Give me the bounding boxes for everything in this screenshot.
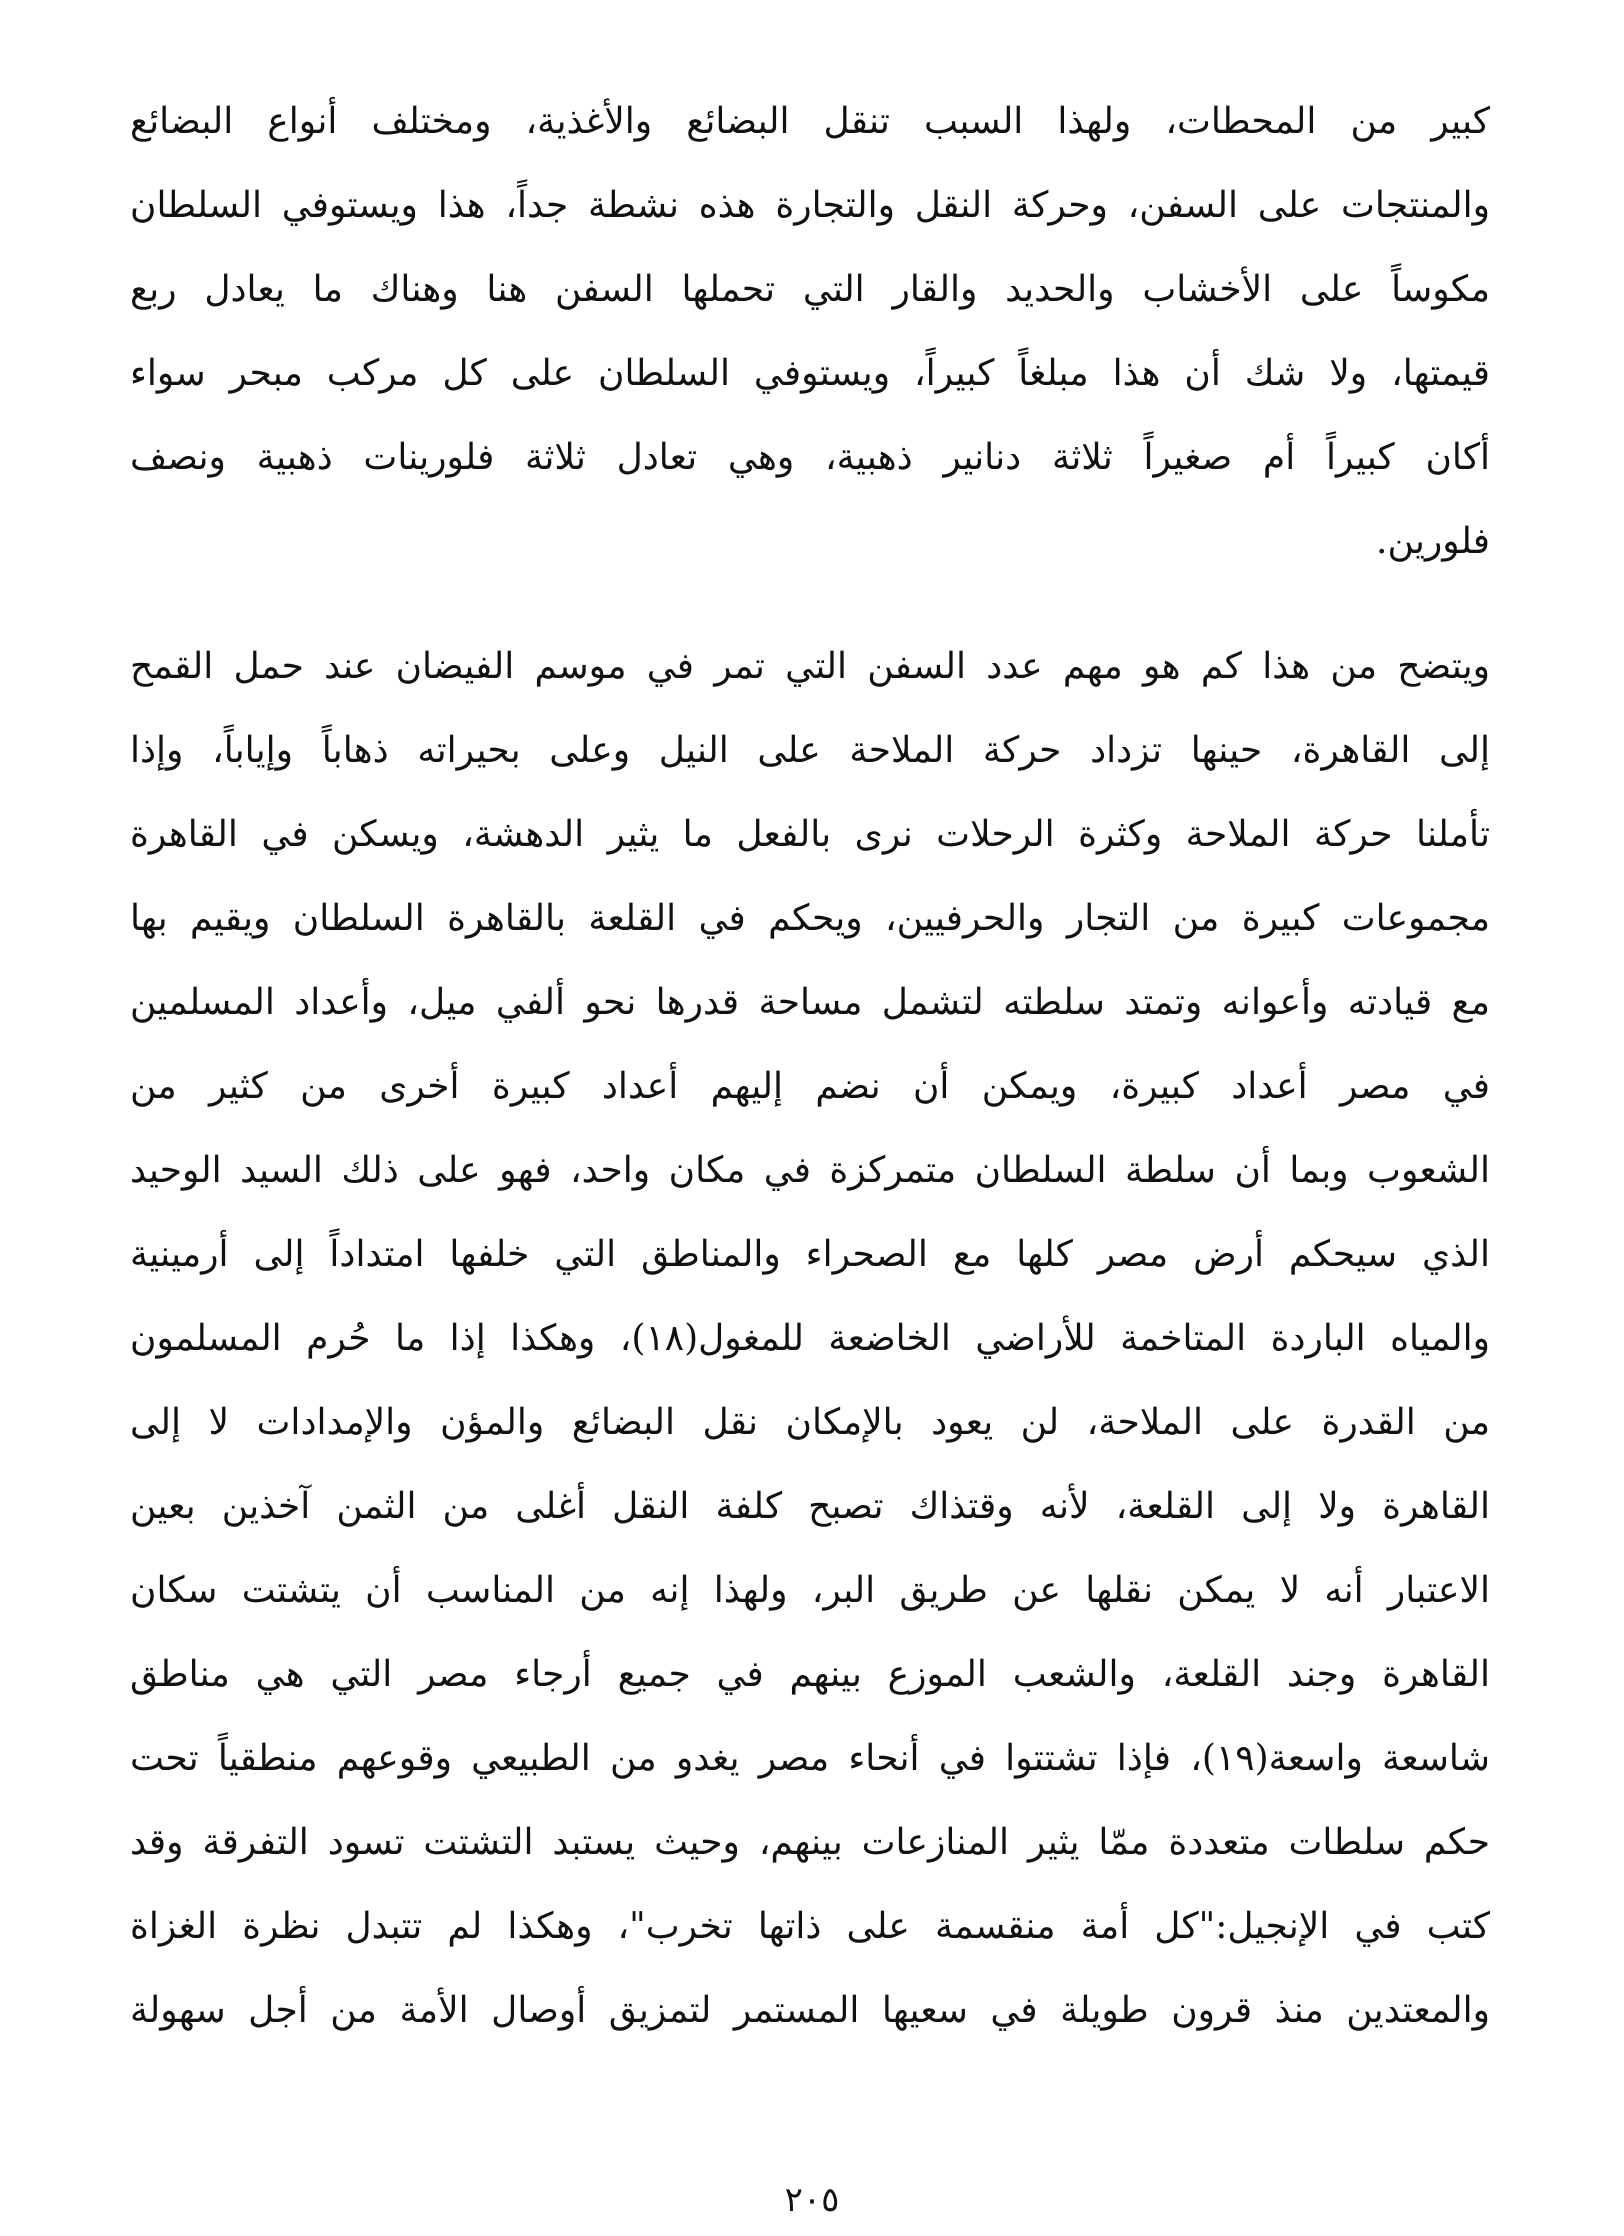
text-line: والمعتدين منذ قرون طويلة في سعيها المستمر لتمزيق أوصال الأمة من أجل سهولة — [130, 1990, 1490, 2031]
text-line: مع قيادته وأعوانه وتمتد سلطته لتشمل مساحة قدرها نحو ألفي ميل، وأعداد المسلمين — [130, 982, 1490, 1023]
text-line: الذي سيحكم أرض مصر كلها مع الصحراء والمناطق التي خلفها امتداداً إلى أرمينية — [130, 1234, 1490, 1275]
text-line: القاهرة وجند القلعة، والشعب الموزع بينهم في جميع أرجاء مصر التي هي مناطق — [130, 1654, 1490, 1695]
text-line: إلى القاهرة، حينها تزداد حركة الملاحة على النيل وعلى بحيراته ذهاباً وإياباً، وإذا — [130, 730, 1490, 771]
text-line: ويتضح من هذا كم هو مهم عدد السفن التي تمر في موسم الفيضان عند حمل القمح — [130, 646, 1490, 687]
text-line: حكم سلطات متعددة ممّا يثير المنازعات بينهم، وحيث يستبد التشتت تسود التفرقة وقد — [130, 1822, 1490, 1863]
text-line: في مصر أعداد كبيرة، ويمكن أن نضم إليهم أعداد كبيرة أخرى من كثير من — [130, 1066, 1490, 1107]
text-line: كبير من المحطات، ولهذا السبب تنقل البضائع والأغذية، ومختلف أنواع البضائع — [130, 101, 1490, 142]
text-line: مجموعات كبيرة من التجار والحرفيين، ويحكم في القلعة بالقاهرة السلطان ويقيم بها — [130, 898, 1490, 939]
text-line: مكوساً على الأخشاب والحديد والقار التي تحملها السفن هنا وهناك ما يعادل ربع — [130, 269, 1490, 310]
text-line: القاهرة ولا إلى القلعة، لأنه وقتذاك تصبح كلفة النقل أغلى من الثمن آخذين بعين — [130, 1486, 1490, 1527]
paragraph-2 — [130, 625, 1490, 2053]
text-line: أكان كبيراً أم صغيراً ثلاثة دنانير ذهبية، وهي تعادل ثلاثة فلورينات ذهبية ونصف — [130, 437, 1490, 478]
text-line: من القدرة على الملاحة، لن يعود بالإمكان نقل البضائع والمؤن والإمدادات لا إلى — [130, 1402, 1490, 1443]
text-line: كتب في الإنجيل:"كل أمة منقسمة على ذاتها تخرب"، وهكذا لم تتبدل نظرة الغزاة — [130, 1906, 1490, 1947]
page-number: ٢٠٥ — [784, 2180, 840, 2220]
text-line: والمنتجات على السفن، وحركة النقل والتجارة هذه نشطة جداً، هذا ويستوفي السلطان — [130, 185, 1490, 226]
text-line: قيمتها، ولا شك أن هذا مبلغاً كبيراً، ويستوفي السلطان على كل مركب مبحر سواء — [130, 353, 1490, 394]
paragraph-1 — [130, 80, 1490, 584]
text-line: والمياه الباردة المتاخمة للأراضي الخاضعة للمغول(١٨)، وهكذا إذا ما حُرم المسلمون — [130, 1318, 1490, 1359]
text-line: شاسعة واسعة(١٩)، فإذا تشتتوا في أنحاء مصر يغدو من الطبيعي وقوعهم منطقياً تحت — [130, 1738, 1490, 1779]
text-line: فلورين. — [1376, 521, 1490, 562]
text-line: تأملنا حركة الملاحة وكثرة الرحلات نرى بالفعل ما يثير الدهشة، ويسكن في القاهرة — [130, 814, 1490, 855]
text-line: الاعتبار أنه لا يمكن نقلها عن طريق البر، ولهذا إنه من المناسب أن يتشتت سكان — [130, 1570, 1490, 1611]
text-line: الشعوب وبما أن سلطة السلطان متمركزة في مكان واحد، فهو على ذلك السيد الوحيد — [130, 1150, 1490, 1191]
